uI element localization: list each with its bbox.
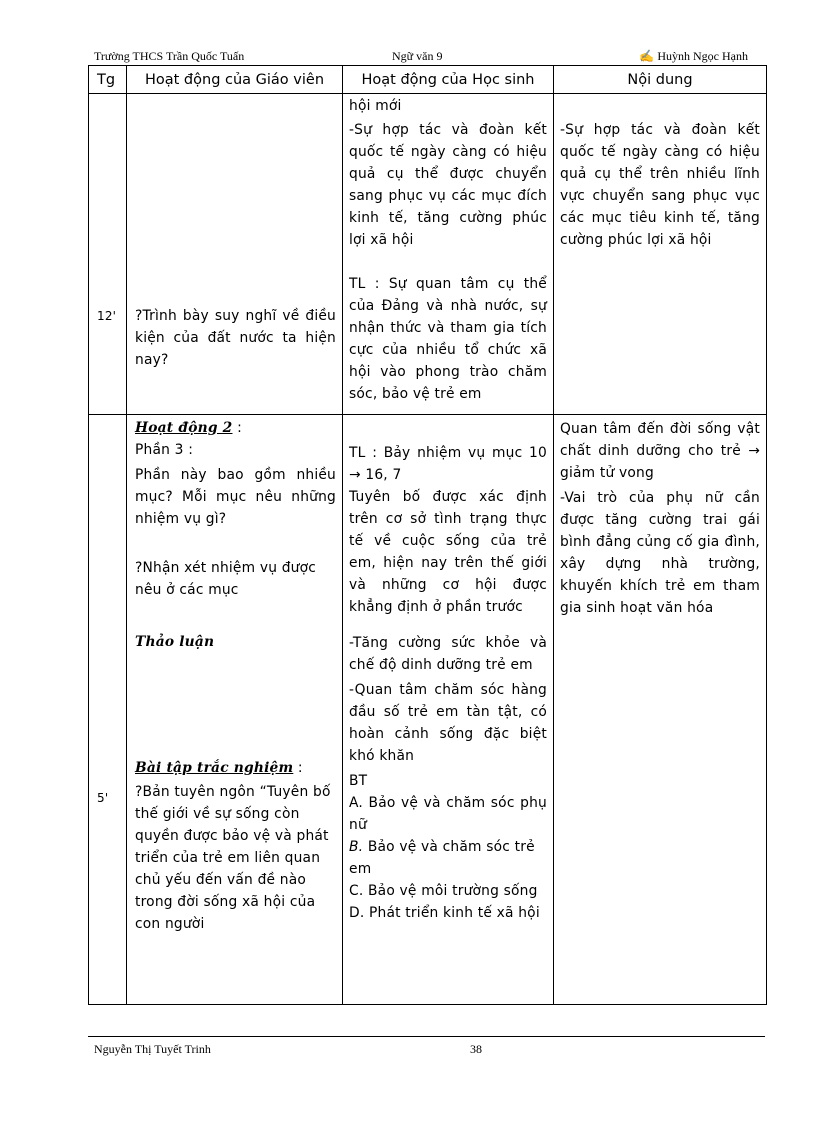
header-school: Trường THCS Trần Quốc Tuấn: [94, 49, 245, 63]
student-point: -Tăng cường sức khỏe và chế độ dinh dưỡng trẻ em: [349, 635, 547, 673]
header-author: ✍ Huỳnh Ngọc Hạnh: [639, 49, 748, 63]
teacher-cell: [127, 94, 343, 415]
header-subject: Ngữ văn 9: [392, 49, 443, 63]
quiz-question: ?Bản tuyên ngôn “Tuyên bố thế giới về sự sống còn quyền được bảo vệ và phát triển của trẻ em liên quan chủ yếu đến vấn đề nào trong đời sống xã hội của con người: [135, 784, 331, 932]
student-answer: TL : Sự quan tâm cụ thể của Đảng và nhà nước, sự nhận thức và tham gia tích cực của nhiều tổ chức xã hội vào phong trào chăm sóc, bảo vệ trẻ em: [349, 276, 547, 402]
table-header-row: [89, 66, 767, 94]
footer-divider: [88, 1036, 765, 1037]
content-text: Quan tâm đến đời sống vật chất dinh dưỡng cho trẻ → giảm tử vong: [560, 421, 760, 481]
page-number: 38: [470, 1042, 482, 1056]
student-point: -Quan tâm chăm sóc hàng đầu số trẻ em tàn tật, có hoàn cảnh sống đặc biệt khó khăn: [349, 682, 547, 764]
content-cell: [554, 94, 767, 415]
part-label: Phần 3 :: [135, 442, 194, 458]
col-header-student: Hoạt động của Học sinh: [343, 66, 554, 94]
student-text: hội mới: [349, 98, 402, 114]
content-text: -Vai trò của phụ nữ cần được tăng cường trai gái bình đẳng củng cố gia đình, xây dựng nhà trường, khuyến khích trẻ em tham gia sinh hoạt văn hóa: [560, 490, 760, 616]
col-header-time: Tg: [89, 66, 127, 94]
content-cell: [554, 415, 767, 1005]
quiz-label: BT: [349, 773, 368, 789]
table-row: [89, 94, 767, 415]
quiz-option-d: D. Phát triển kinh tế xã hội: [349, 905, 540, 921]
content-text: -Sự hợp tác và đoàn kết quốc tế ngày càng có hiệu quả cụ thể trên nhiều lĩnh vực chuyển sang phục vục các mục tiêu kinh tế, tăng cường phúc lợi xã hội: [560, 122, 760, 248]
teacher-question: Phần này bao gồm nhiều mục? Mỗi mục nêu những nhiệm vụ gì?: [135, 467, 336, 527]
quiz-option-c: C. Bảo vệ môi trường sống: [349, 883, 538, 899]
time-label: 12': [97, 309, 117, 323]
activity-heading: Hoạt động 2 :: [135, 420, 242, 436]
page-header: [94, 49, 754, 65]
quiz-heading: Bài tập trắc nghiệm :: [135, 760, 303, 776]
quiz-option-a: A. Bảo vệ và chăm sóc phụ nữ: [349, 795, 547, 833]
teacher-question: ?Trình bày suy nghĩ về điều kiện của đất nước ta hiện nay?: [135, 308, 336, 368]
table-row: [89, 415, 767, 1005]
time-label: 5': [97, 791, 109, 805]
col-header-content: Nội dung: [554, 66, 767, 94]
student-answer: TL : Bảy nhiệm vụ mục 10 → 16, 7: [349, 445, 547, 483]
teacher-cell: [127, 415, 343, 1005]
footer-author: Nguyễn Thị Tuyết Trinh: [94, 1042, 211, 1056]
time-cell: [89, 94, 127, 415]
lesson-table: [88, 65, 767, 1005]
teacher-question: ?Nhận xét nhiệm vụ được nêu ở các mục: [135, 560, 317, 598]
student-text: Tuyên bố được xác định trên cơ sở tình trạng thực tế về cuộc sống của trẻ em, hiện nay trên thế giới và những cơ hội được khẳng định ở phần trước: [349, 489, 547, 615]
student-cell: [343, 415, 554, 1005]
discussion-heading: Thảo luận: [135, 634, 215, 650]
student-cell: [343, 94, 554, 415]
quiz-option-b: B. Bảo vệ và chăm sóc trẻ em: [349, 839, 535, 877]
col-header-teacher: Hoạt động của Giáo viên: [127, 66, 343, 94]
time-cell: [89, 415, 127, 1005]
student-text: -Sự hợp tác và đoàn kết quốc tế ngày càng có hiệu quả cụ thể được chuyển sang phục vụ các mục đích kinh tế, tăng cường phúc lợi xã hội: [349, 122, 547, 248]
